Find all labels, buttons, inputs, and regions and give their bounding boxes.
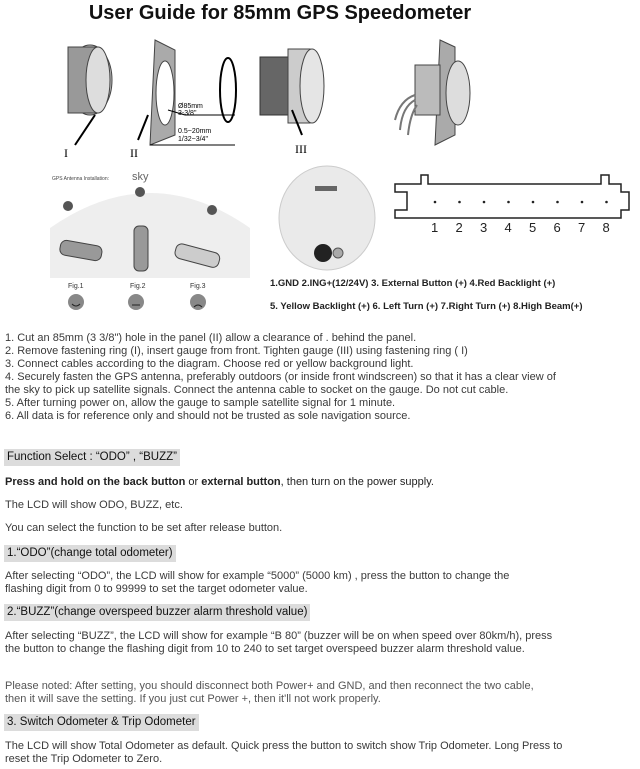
pin-number: 8 <box>602 220 610 234</box>
satellite-icon <box>207 205 217 215</box>
step-5: 5. After turning power on, allow the gauge to sample satellite signal for 1 minute. <box>5 397 396 409</box>
page-title: User Guide for 85mm GPS Speedometer <box>88 2 472 24</box>
svg-text:Ø85mm: Ø85mm <box>178 103 203 110</box>
svg-text:Fig.1: Fig.1 <box>68 283 84 290</box>
buzz-note: Please noted: After setting, you should disconnect both Power+ and GND, and then reconnect the two cable, then it will save the setting. If you just cut Power +, then it'll not work properly. <box>5 680 534 705</box>
bold-text: Press and hold on the back button <box>5 476 186 488</box>
o-ring-illustration <box>220 58 236 122</box>
svg-text:GPS Antenna Installation:: GPS Antenna Installation: <box>52 176 109 182</box>
panel-illustration <box>130 40 235 160</box>
gps-antenna-diagram <box>40 168 260 323</box>
svg-text:Fig.2: Fig.2 <box>130 283 146 290</box>
installation-diagram <box>50 35 490 160</box>
sad-face-icon <box>190 294 206 310</box>
step-1: 1. Cut an 85mm (3 3/8") hole in the panel (II) allow a clearance of . behind the panel. <box>5 332 417 344</box>
fastening-ring-illustration <box>64 45 112 160</box>
pin-dot <box>458 201 461 204</box>
text: or <box>185 476 202 488</box>
odo-text: After selecting “ODO”, the LCD will show for example “5000” (5000 km) , press the button to change the flashing digit from 0 to 99999 to set the target odometer value. <box>5 570 510 595</box>
svg-text:III: III <box>295 142 307 156</box>
pin-dot <box>581 201 584 204</box>
gauge-illustration <box>260 49 324 156</box>
svg-text:1/32~3/4": 1/32~3/4" <box>178 136 208 143</box>
trip-text: The LCD will show Total Odometer as default. Quick press the button to switch show Trip Odometer. Long Press to reset the Trip Odometer to Zero. <box>5 740 563 765</box>
step-3: 3. Connect cables according to the diagram. Choose red or yellow background light. <box>5 358 414 370</box>
text: , then turn on the power supply. <box>280 476 434 488</box>
pin-dot <box>605 201 608 204</box>
smiley-icon <box>68 294 84 310</box>
pin-dot <box>483 201 486 204</box>
svg-text:II: II <box>130 146 138 160</box>
pin-number: 5 <box>529 220 537 234</box>
assembled-gauge-illustration <box>395 40 470 145</box>
select-text: You can select the function to be set after release button. <box>5 522 283 534</box>
neutral-face-icon <box>128 294 144 310</box>
step-4: 4. Securely fasten the GPS antenna, preferably outdoors (or inside front windscreen) so that it has a clear view of the sky to pick up satellite signals. Connect the antenna cable to socket on the gauge. Do not cut cable. <box>5 371 556 396</box>
svg-text:sky: sky <box>132 171 149 183</box>
gauge-back-illustration <box>275 163 380 273</box>
installation-steps <box>5 332 565 423</box>
antenna-socket-icon <box>314 244 332 262</box>
pin-number: 1 <box>431 220 439 234</box>
press-hold-instruction <box>5 476 565 489</box>
function-select-heading: Function Select : “ODO” , “BUZZ” <box>4 449 180 466</box>
lcd-show-text: The LCD will show ODO, BUZZ, etc. <box>5 499 183 511</box>
trip-heading: 3. Switch Odometer & Trip Odometer <box>4 714 199 731</box>
connector-pinout-diagram <box>393 172 633 234</box>
pin-number: 2 <box>455 220 463 234</box>
svg-text:I: I <box>64 146 68 160</box>
pinout-line-2: 5. Yellow Backlight (+) 6. Left Turn (+) 7.Right Turn (+) 8.High Beam(+) <box>270 301 583 312</box>
satellite-icon <box>135 187 145 197</box>
pin-dot <box>556 201 559 204</box>
pinout-line-1: 1.GND 2.ING+(12/24V) 3. External Button (+) 4.Red Backlight (+) <box>270 278 556 289</box>
odo-heading: 1.“ODO”(change total odometer) <box>4 545 176 562</box>
bold-text: external button <box>201 476 281 488</box>
pin-number: 7 <box>578 220 586 234</box>
pin-number: 6 <box>553 220 561 234</box>
svg-text:Fig.3: Fig.3 <box>190 283 206 290</box>
step-2: 2. Remove fastening ring (I), insert gauge from front. Tighten gauge (III) using fastening ring ( I) <box>5 345 468 357</box>
buzz-text: After selecting “BUZZ”, the LCD will show for example “B 80” (buzzer will be on when speed over 80km/h), press the button to change the flashing digit from 10 to 240 to set target overspeed buzzer alarm threshold value. <box>5 630 553 655</box>
pin-dot <box>434 201 437 204</box>
svg-text:0.5~20mm: 0.5~20mm <box>178 128 212 135</box>
step-6: 6. All data is for reference only and should not be trusted as sole navigation source. <box>5 410 411 422</box>
pin-number: 4 <box>504 220 512 234</box>
pin-number: 3 <box>480 220 488 234</box>
pin-dot <box>532 201 535 204</box>
satellite-icon <box>63 201 73 211</box>
svg-text:3-3/8": 3-3/8" <box>178 110 197 117</box>
buzz-heading: 2.“BUZZ”(change overspeed buzzer alarm threshold value) <box>4 604 310 621</box>
pin-dot <box>507 201 510 204</box>
